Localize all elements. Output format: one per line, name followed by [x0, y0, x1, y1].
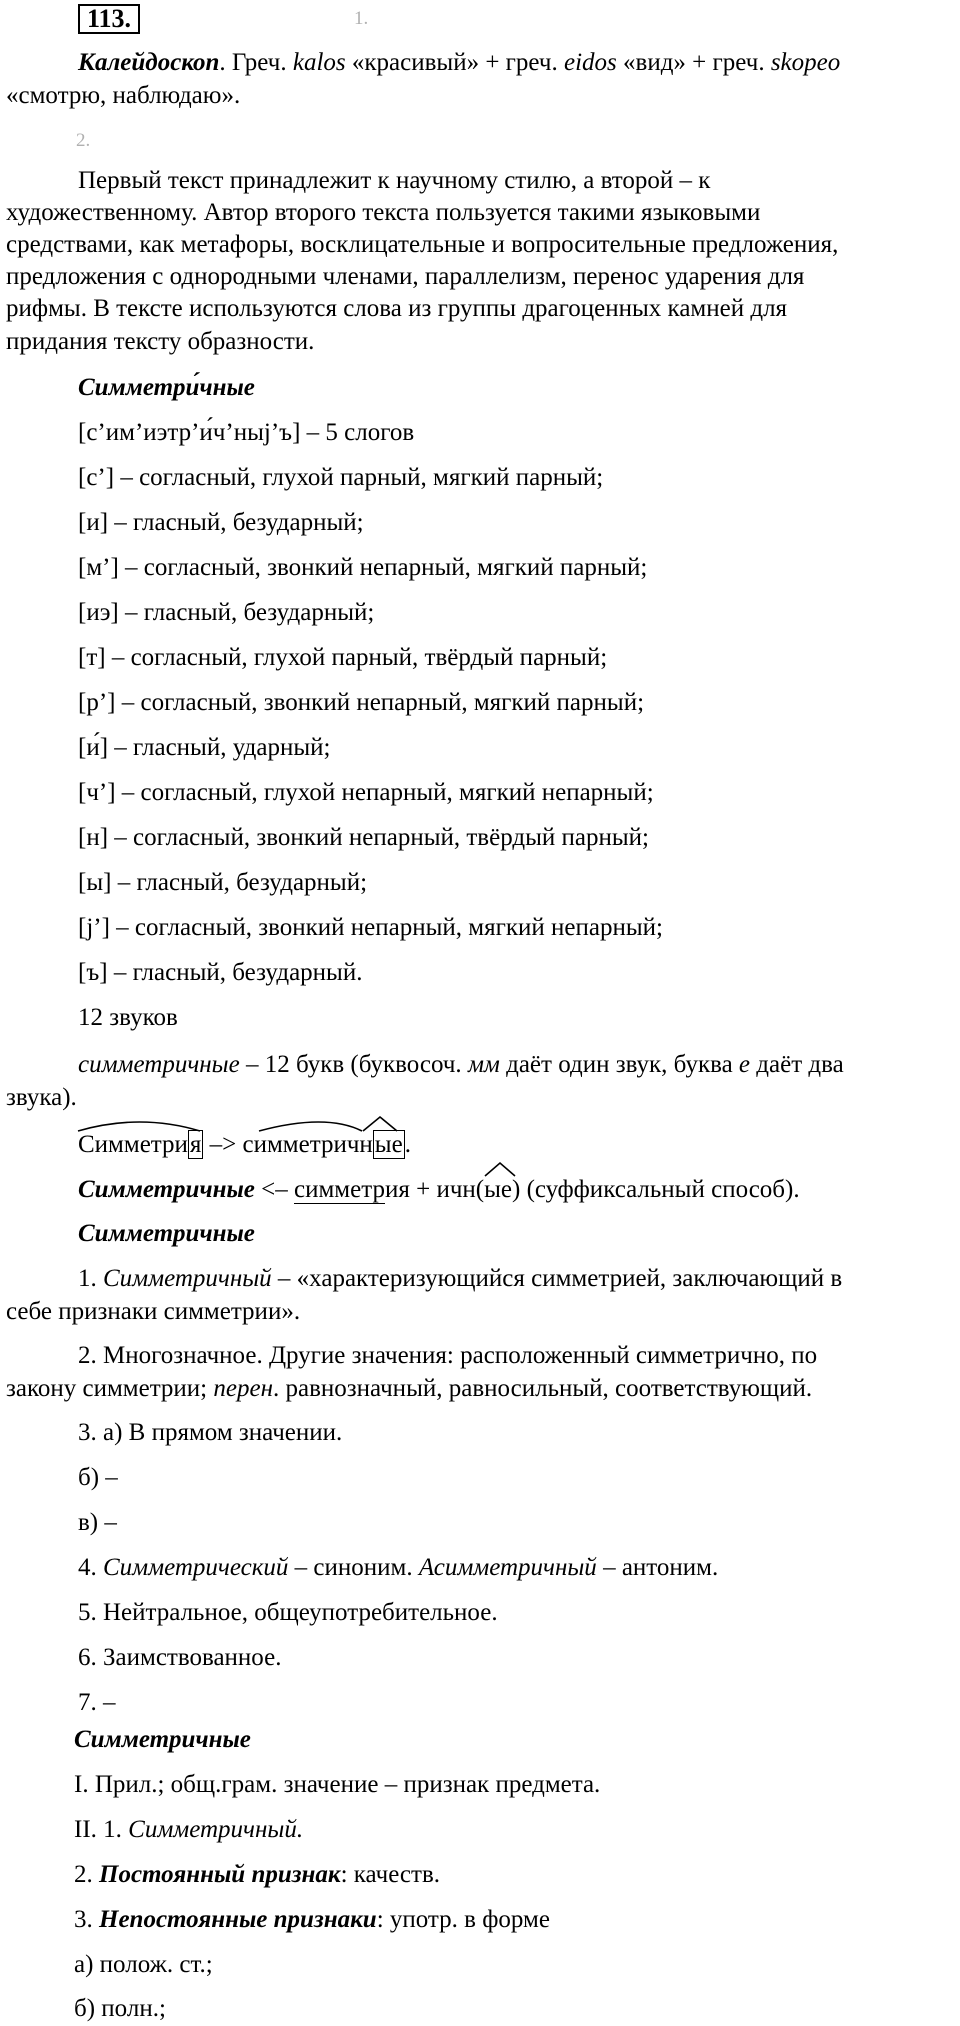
morphemic-line: Симметрия –> симметричные.	[78, 1131, 411, 1158]
lexical-item-3b: б) –	[78, 1464, 118, 1491]
root-arc-left	[78, 1122, 200, 1131]
morphological-a: а) полож. ст.;	[74, 1951, 213, 1978]
lexical-item-6: 6. Заимствованное.	[78, 1644, 282, 1671]
lexical-item-1: 1. Симметричный – «характеризующийся симметрией, заключающий в	[78, 1265, 843, 1292]
morphological-ii: II. 1. Симметричный.	[74, 1816, 304, 1843]
sound-line: [р’] – согласный, звонкий непарный, мягкий парный;	[78, 689, 645, 716]
derivation-base: симметр	[294, 1176, 385, 1203]
paragraph-line: придания тексту образности.	[6, 328, 315, 355]
etymology-line-2: «смотрю, наблюдаю».	[6, 82, 241, 109]
morpheme-ending-left: я	[189, 1131, 202, 1158]
paragraph-line: художественному. Автор второго текста пользуется такими языковыми	[6, 199, 761, 226]
letters-line-1: симметричные – 12 букв (буквосоч. мм даёт один звук, буква е даёт два	[78, 1051, 844, 1078]
lexical-item-4: 4. Симметрический – синоним. Асимметричный – антоним.	[78, 1554, 719, 1581]
morpheme-root-left: Симметри	[78, 1131, 188, 1158]
sound-line: [иэ] – гласный, безударный;	[78, 599, 375, 626]
section-marker-1: 1.	[354, 8, 369, 29]
phonetic-heading: Симметри́чные	[78, 374, 255, 401]
letters-line-2: звука).	[6, 1084, 77, 1111]
sound-line: [ъ] – гласный, безударный.	[78, 959, 363, 986]
sound-line: [н] – согласный, звонкий непарный, твёрдый парный;	[78, 824, 649, 851]
sound-line: [м’] – согласный, звонкий непарный, мягкий парный;	[78, 554, 648, 581]
sound-count: 12 звуков	[78, 1004, 178, 1031]
morpheme-root-right: симметри	[242, 1131, 347, 1158]
root-arc-right	[259, 1122, 362, 1131]
paragraph-line: Первый текст принадлежит к научному стилю, а второй – к	[78, 167, 711, 194]
lexical-item-3: 3. а) В прямом значении.	[78, 1419, 343, 1446]
derivation-suffix: ичн	[436, 1176, 476, 1203]
lexical-item-5: 5. Нейтральное, общеупотребительное.	[78, 1599, 498, 1626]
etymology-line-1: Калейдоскоп. Греч. kalos «красивый» + греч. eidos «вид» + греч. skopeo	[78, 49, 841, 76]
sound-line: [j’] – согласный, звонкий непарный, мягкий непарный;	[78, 914, 663, 941]
paragraph-line: предложения с однородными членами, параллелизм, перенос ударения для	[6, 263, 805, 290]
derivation-line: Симметричные <– симметрия + ичн(ые) (суффиксальный способ).	[78, 1176, 800, 1203]
paragraph-line: средствами, как метафоры, восклицательные и вопросительные предложения,	[6, 231, 839, 258]
morphological-i: I. Прил.; общ.грам. значение – признак предмета.	[74, 1771, 601, 1798]
lexical-heading: Симметричные	[78, 1220, 255, 1247]
suffix-mark-right	[363, 1117, 397, 1131]
morpheme-ending-right: ые	[374, 1131, 403, 1158]
lexical-item-2: 2. Многозначное. Другие значения: расположенный симметрично, по	[78, 1342, 818, 1369]
sound-line: [и] – гласный, безударный;	[78, 509, 364, 536]
sound-line: [с’] – согласный, глухой парный, мягкий парный;	[78, 464, 604, 491]
suffix-mark-deriv	[485, 1163, 515, 1176]
lexical-item-3c: в) –	[78, 1509, 117, 1536]
morpheme-suffix-right: чн	[346, 1131, 373, 1158]
exercise-number: 113.	[78, 4, 140, 34]
transcription: [с’им’иэтр’и́ч’ныj’ъ] – 5 слогов	[78, 419, 415, 446]
lexical-item-2-cont: закону симметрии; перен. равнозначный, равносильный, соответствующий.	[6, 1375, 813, 1402]
sound-line: [т] – согласный, глухой парный, твёрдый парный;	[78, 644, 608, 671]
sound-line: [и́] – гласный, ударный;	[78, 734, 331, 761]
section-marker-2: 2.	[76, 130, 91, 151]
lexical-item-1-cont: себе признаки симметрии».	[6, 1298, 301, 1325]
sound-line: [ч’] – согласный, глухой непарный, мягкий непарный;	[78, 779, 654, 806]
paragraph-line: рифмы. В тексте используются слова из группы драгоценных камней для	[6, 295, 788, 322]
morphological-heading: Симметричные	[74, 1726, 251, 1753]
morphological-p2: 2. Постоянный признак: качеств.	[74, 1861, 441, 1888]
morphological-p3: 3. Непостоянные признаки: употр. в форме	[74, 1906, 550, 1933]
sound-line: [ы] – гласный, безударный;	[78, 869, 368, 896]
etymology-term: Калейдоскоп	[78, 49, 220, 76]
lexical-item-7: 7. –	[78, 1689, 116, 1716]
morphological-b: б) полн.;	[74, 1995, 166, 2022]
